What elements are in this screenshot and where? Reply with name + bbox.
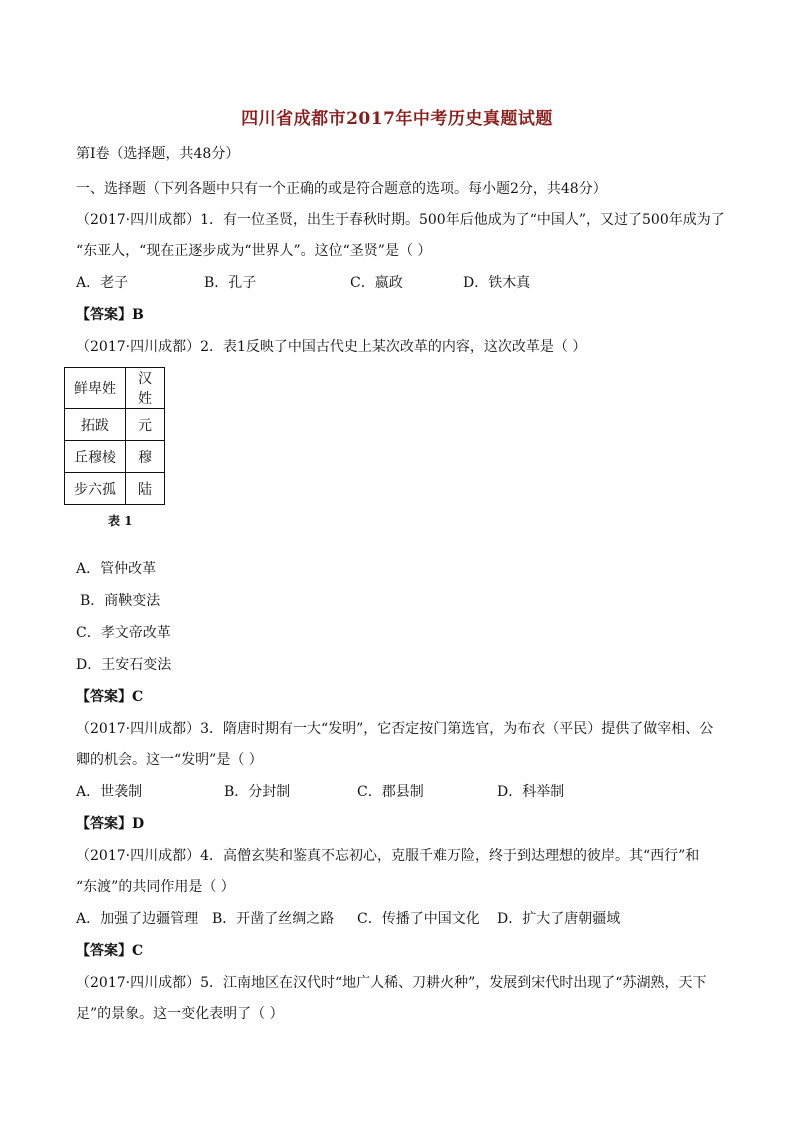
q5-text-line1: （2017·四川成都）5．江南地区在汉代时“地广人稀、刀耕火种”，发展到宋代时出现了“苏湖熟，天下 [76, 975, 707, 991]
q1-text-line2: “东亚人，“现在正逐步成为“世界人”。这位“圣贤”是（ ） [76, 243, 432, 259]
q2-option-d: D．王安石变法 [76, 657, 172, 673]
table-caption: 表 1 [108, 514, 133, 528]
q2-option-a: A．管仲改革 [76, 561, 157, 577]
table-cell: 元 [126, 409, 165, 441]
q4-answer: 【答案】C [76, 943, 144, 959]
q1-answer: 【答案】B [76, 307, 144, 323]
q2-text-line1: （2017·四川成都）2．表1反映了中国古代史上某次改革的内容，这次改革是（ ） [76, 339, 587, 355]
table-cell: 陆 [126, 473, 165, 505]
table-cell: 丘穆棱 [65, 441, 126, 473]
q1-text-line1: （2017·四川成都）1．有一位圣贤，出生于春秋时期。500年后他成为了“中国人”，又过了500年成为了 [76, 212, 725, 228]
q2-answer: 【答案】C [76, 689, 144, 705]
q3-answer: 【答案】D [76, 816, 145, 832]
page-title: 四川省成都市2017年中考历史真题试题 [241, 109, 553, 129]
q4-text-line1: （2017·四川成都）4．高僧玄奘和鉴真不忘初心，克服千难万险，终于到达理想的彼岸。其“西行”和 [76, 848, 700, 864]
q4-option-d: D．扩大了唐朝疆域 [497, 911, 621, 927]
surname-table [64, 367, 165, 505]
table-header-cell: 鲜卑姓 [65, 368, 126, 409]
q1-option-c: C．嬴政 [350, 275, 403, 291]
table-row [65, 473, 165, 505]
table-cell: 穆 [126, 441, 165, 473]
section-heading: 一、选择题（下列各题中只有一个正确的或是符合题意的选项。每小题2分，共48分） [76, 181, 607, 197]
q2-option-b: B．商鞅变法 [80, 593, 161, 609]
q3-text-line1: （2017·四川成都）3．隋唐时期有一大“发明”，它否定按门第选官，为布衣（平民）提供了做宰相、公 [76, 721, 714, 737]
q2-option-c: C．孝文帝改革 [76, 625, 171, 641]
q3-text-line2: 卿的机会。这一“发明”是（ ） [76, 752, 263, 768]
q3-option-c: C．郡县制 [357, 784, 424, 800]
q4-option-b: B．开凿了丝绸之路 [212, 911, 335, 927]
table-row [65, 368, 165, 409]
table-row [65, 409, 165, 441]
q5-text-line2: 足”的景象。这一变化表明了（ ） [76, 1006, 284, 1022]
q3-option-b: B．分封制 [224, 784, 291, 800]
q4-option-a: A．加强了边疆管理 [76, 911, 199, 927]
table-cell: 步六孤 [65, 473, 126, 505]
table-cell: 拓跋 [65, 409, 126, 441]
q4-option-c: C．传播了中国文化 [357, 911, 480, 927]
table-header-cell: 汉姓 [126, 368, 165, 409]
part-heading: 第I卷（选择题，共48分） [76, 146, 240, 162]
table-row [65, 441, 165, 473]
q3-option-a: A．世袭制 [76, 784, 143, 800]
q1-option-a: A．老子 [76, 275, 129, 291]
q4-text-line2: “东渡”的共同作用是（ ） [76, 879, 235, 895]
q1-option-d: D．铁木真 [463, 275, 531, 291]
q1-option-b: B．孔子 [204, 275, 257, 291]
q3-option-d: D．科举制 [497, 784, 565, 800]
